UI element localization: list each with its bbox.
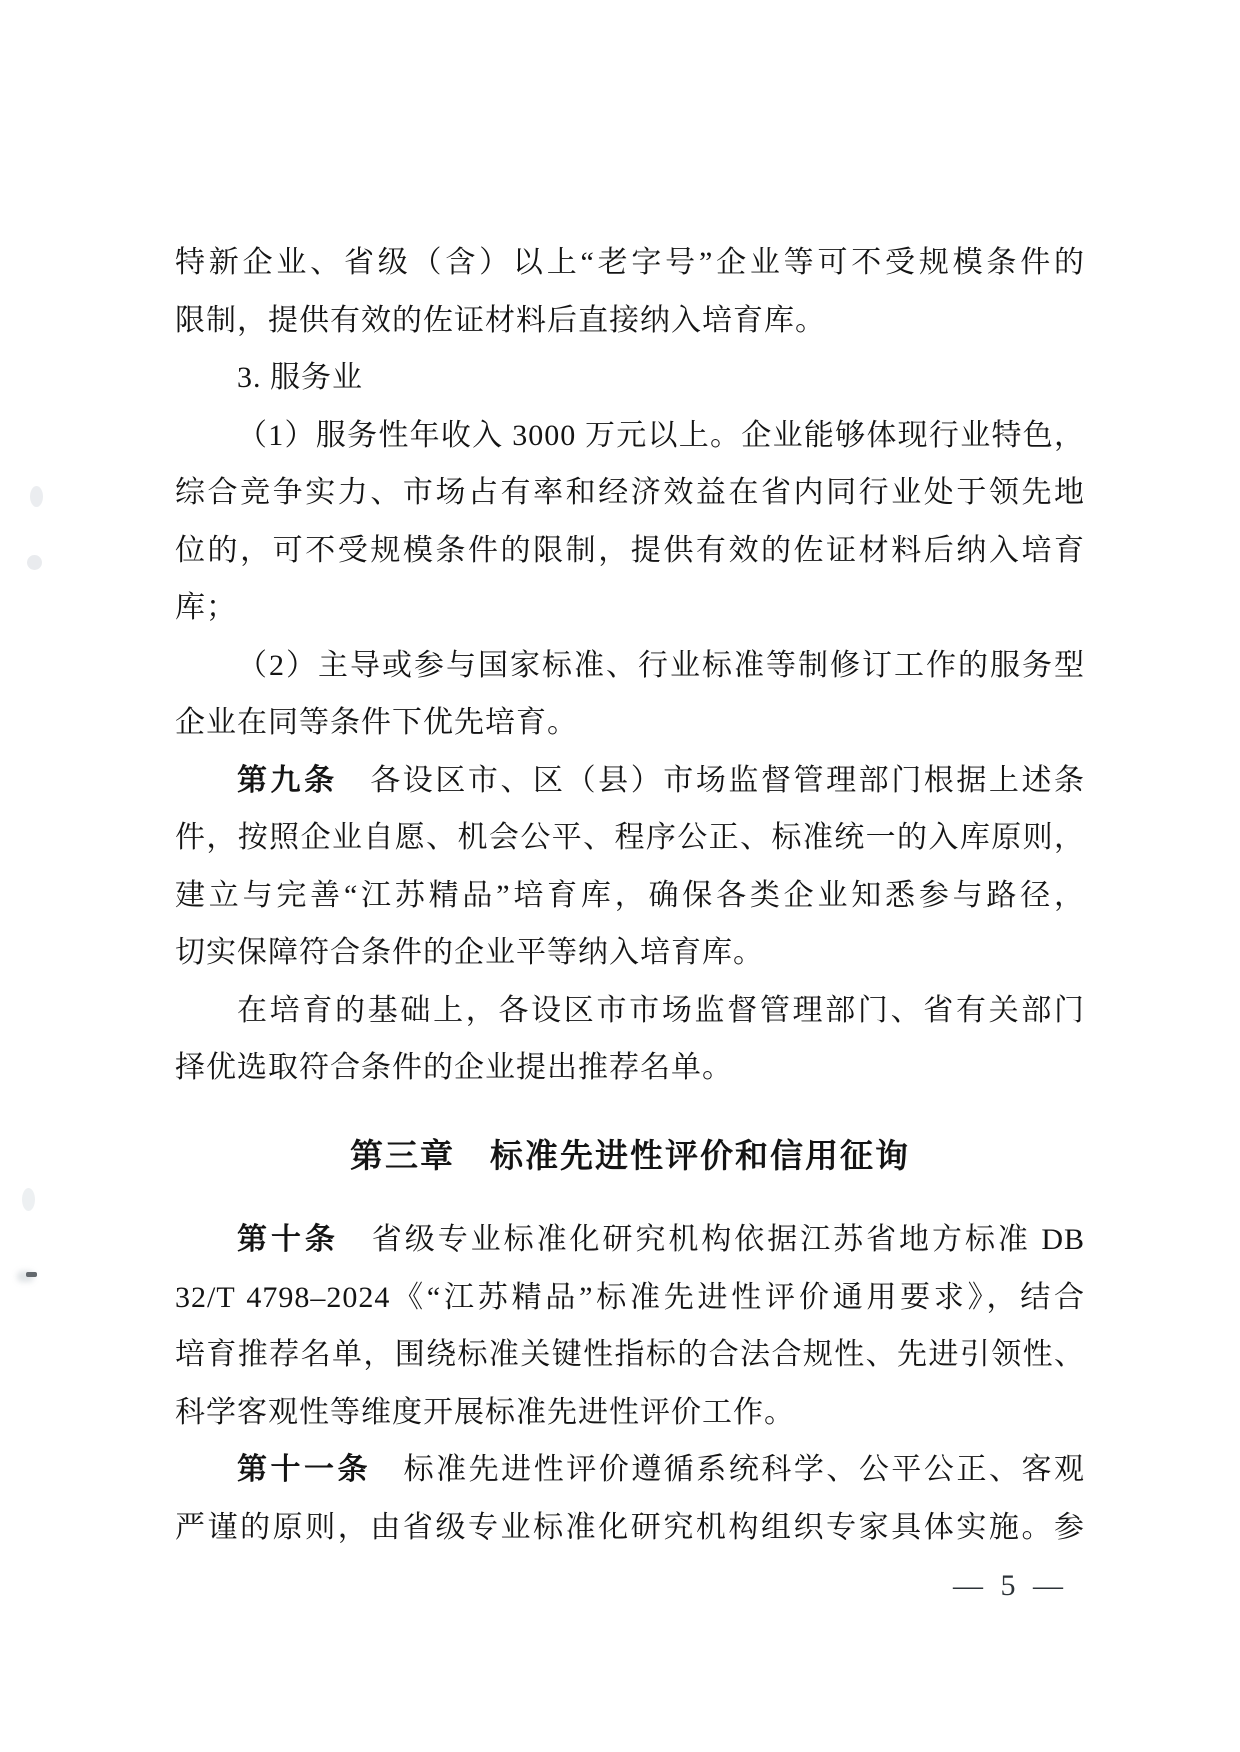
text-line: 择优选取符合条件的企业提出推荐名单。 [175,1051,733,1084]
text-line: 第十一条 标准先进性评价遵循系统科学、公平公正、客观 [237,1452,1086,1487]
text-line: 第十条 省级专业标准化研究机构依据江苏省地方标准 DB [237,1222,1085,1257]
article-number: 第十一条 [237,1452,372,1487]
section-heading: 第三章 标准先进性评价和信用征询 [350,1135,910,1175]
text-line: （2）主导或参与国家标准、行业标准等制修订工作的服务型 [237,648,1085,682]
text-line: 企业在同等条件下优先培育。 [175,706,578,739]
page-number: — 5 — [953,1569,1068,1602]
document-body [175,234,1085,1556]
text-line: 建立与完善“江苏精品”培育库，确保各类企业知悉参与路径， [175,878,1085,912]
text-line: 位的，可不受规模条件的限制，提供有效的佐证材料后纳入培育 [175,533,1085,567]
text-line: 科学客观性等维度开展标准先进性评价工作。 [175,1395,795,1429]
text-line: 3. 服务业 [237,361,363,394]
text-line: 件，按照企业自愿、机会公平、程序公正、标准统一的入库原则， [175,821,1085,854]
text-line: 32/T 4798–2024《“江苏精品”标准先进性评价通用要求》，结合 [175,1280,1085,1314]
text-line: 库； [175,591,237,624]
text-line: 限制，提供有效的佐证材料后直接纳入培育库。 [175,303,826,337]
article-number: 第九条 [237,762,338,798]
text-line: 综合竞争实力、市场占有率和经济效益在省内同行业处于领先地 [175,476,1085,509]
scan-smudge [30,486,43,507]
scan-smudge [26,1272,37,1277]
text-line: 培育推荐名单，围绕标准关键性指标的合法合规性、先进引领性、 [175,1338,1085,1371]
text-line: 严谨的原则，由省级专业标准化研究机构组织专家具体实施。参 [175,1510,1085,1544]
scan-smudge [27,555,42,570]
text-line: （1）服务性年收入 3000 万元以上。企业能够体现行业特色， [237,418,1085,452]
text-line: 特新企业、省级（含）以上“老字号”企业等可不受规模条件的 [175,246,1085,279]
text-line: 在培育的基础上，各设区市市场监督管理部门、省有关部门 [237,993,1085,1027]
text-line: 切实保障符合条件的企业平等纳入培育库。 [175,936,764,969]
scan-smudge [22,1188,35,1211]
article-number: 第十条 [237,1222,339,1257]
text-line: 第九条 各设区市、区（县）市场监督管理部门根据上述条 [237,762,1086,798]
